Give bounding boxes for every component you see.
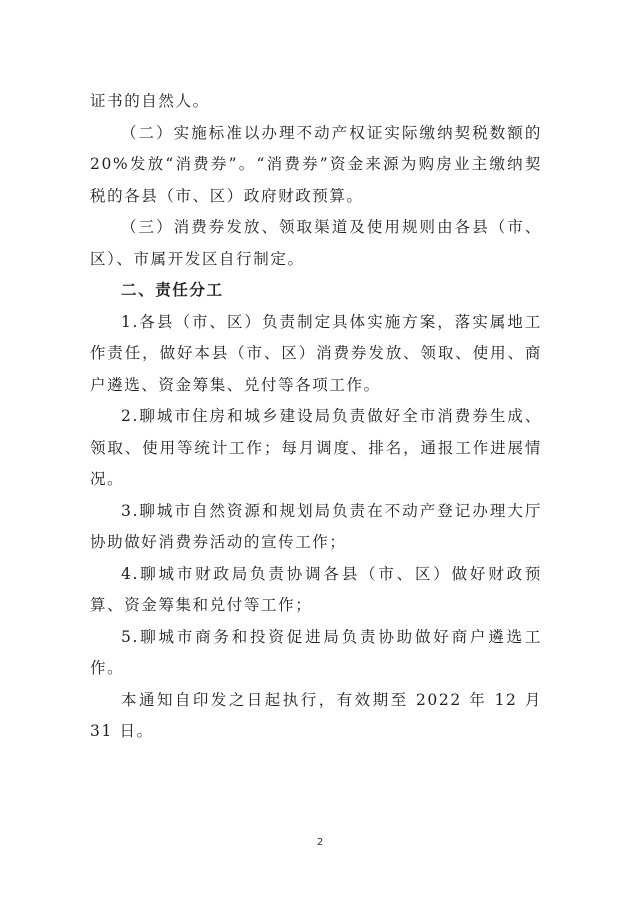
paragraph-item-2: 2.聊城市住房和城乡建设局负责做好全市消费券生成、领取、使用等统计工作；每月调度、排名，通报工作进展情况。 <box>90 407 542 488</box>
paragraph-item-1: 1.各县（市、区）负责制定具体实施方案，落实属地工作责任，做好本县（市、区）消费券发放、领取、使用、商户遴选、资金筹集、兑付等各项工作。 <box>90 312 542 394</box>
document-body <box>90 86 549 748</box>
paragraph-distribution-rules: （三）消费券发放、领取渠道及使用规则由各县（市、区）、市属开发区自行制定。 <box>90 218 542 268</box>
section-heading-responsibilities: 二、责任分工 <box>121 281 224 299</box>
paragraph-continuation: 证书的自然人。 <box>90 92 210 110</box>
paragraph-item-3: 3.聊城市自然资源和规划局负责在不动产登记办理大厅协助做好消费券活动的宣传工作； <box>90 501 542 551</box>
page-number: 2 <box>316 837 324 848</box>
paragraph-item-4: 4.聊城市财政局负责协调各县（市、区）做好财政预算、资金筹集和兑付等工作； <box>90 564 542 614</box>
paragraph-item-5: 5.聊城市商务和投资促进局负责协助做好商户遴选工作。 <box>90 627 542 677</box>
paragraph-effective-date: 本通知自印发之日起执行，有效期至 2022 年 12 月 31 日。 <box>90 690 549 740</box>
paragraph-implementation-standard: （二）实施标准以办理不动产权证实际缴纳契税数额的20%发放“消费券”。“消费券”资金来源为购房业主缴纳契税的各县（市、区）政府财政预算。 <box>90 123 542 205</box>
